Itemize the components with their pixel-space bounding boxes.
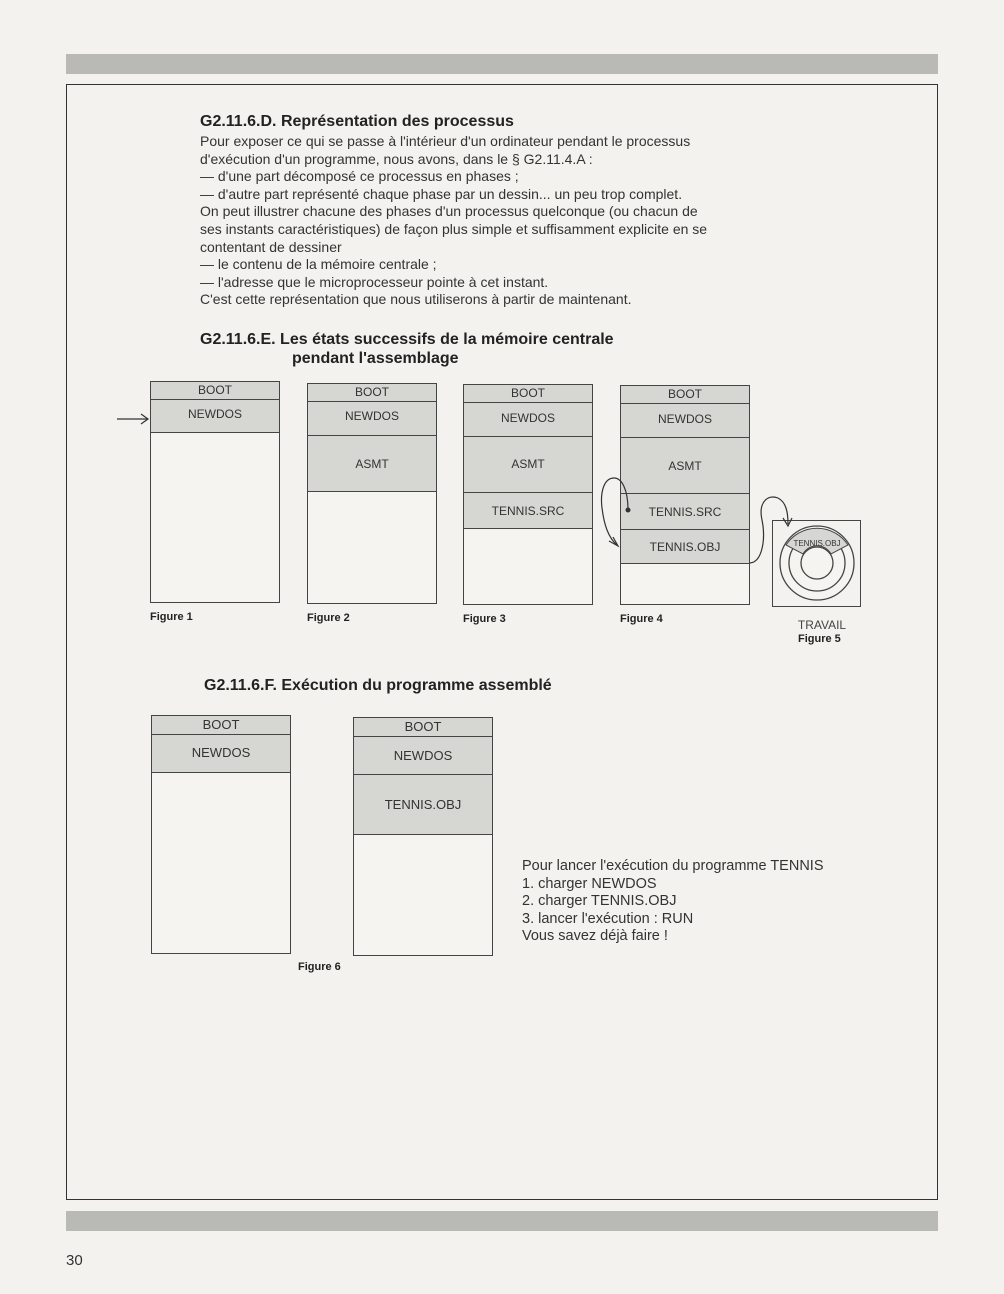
figure-2-caption: Figure 2 bbox=[307, 612, 350, 624]
tennis-src-segment: TENNIS.SRC bbox=[621, 494, 749, 530]
disk-label: TENNIS.OBJ bbox=[793, 539, 841, 548]
conversion-arrow-icon bbox=[602, 478, 631, 546]
boot-segment: BOOT bbox=[621, 386, 749, 404]
pointer-arrow-icon bbox=[117, 414, 148, 424]
paragraph-line: — d'une part décomposé ce processus en phases ; bbox=[200, 168, 519, 185]
boot-segment: BOOT bbox=[152, 716, 290, 735]
note-line: Pour lancer l'exécution du programme TENNIS bbox=[522, 858, 824, 874]
figure-6-caption: Figure 6 bbox=[298, 961, 341, 973]
asmt-segment: ASMT bbox=[464, 437, 592, 493]
travail-label: TRAVAIL bbox=[797, 618, 847, 632]
figure-4-caption: Figure 4 bbox=[620, 613, 663, 625]
boot-segment: BOOT bbox=[308, 384, 436, 402]
section-e-title: G2.11.6.E. Les états successifs de la mémoire centrale bbox=[200, 331, 614, 348]
section-d-title: G2.11.6.D. Représentation des processus bbox=[200, 113, 514, 130]
note-line: 1. charger NEWDOS bbox=[522, 875, 657, 892]
newdos-segment: NEWDOS bbox=[152, 735, 290, 773]
note-line: Vous savez déjà faire ! bbox=[522, 928, 668, 945]
page-number: 30 bbox=[66, 1252, 83, 1269]
figure-1-caption: Figure 1 bbox=[150, 611, 193, 623]
tennis-obj-segment: TENNIS.OBJ bbox=[354, 775, 492, 835]
paragraph-line: — le contenu de la mémoire centrale ; bbox=[200, 256, 437, 273]
note-line: 2. charger TENNIS.OBJ bbox=[522, 893, 677, 910]
figure-5-caption: Figure 5 bbox=[798, 633, 841, 645]
newdos-segment: NEWDOS bbox=[354, 737, 492, 775]
newdos-segment: NEWDOS bbox=[151, 400, 279, 433]
figure-3-caption: Figure 3 bbox=[463, 613, 506, 625]
note-line: 3. lancer l'exécution : RUN bbox=[522, 910, 694, 927]
paragraph-line: On peut illustrer chacune des phases d'un processus quelconque (ou chacun de bbox=[200, 203, 698, 220]
newdos-segment: NEWDOS bbox=[308, 402, 436, 436]
paragraph-line: ses instants caractéristiques) de façon plus simple et suffisamment explicite en se bbox=[200, 220, 708, 237]
boot-segment: BOOT bbox=[354, 718, 492, 737]
figure-6-memory-right bbox=[353, 717, 493, 956]
execution-note bbox=[522, 858, 824, 946]
paragraph-line: Pour exposer ce qui se passe à l'intérieur d'un ordinateur pendant le processus bbox=[200, 133, 691, 149]
newdos-segment: NEWDOS bbox=[621, 404, 749, 438]
section-f-title: G2.11.6.F. Exécution du programme assemblé bbox=[204, 677, 552, 694]
boot-segment: BOOT bbox=[151, 382, 279, 400]
newdos-segment: NEWDOS bbox=[464, 403, 592, 437]
asmt-segment: ASMT bbox=[308, 436, 436, 492]
paragraph-line: — l'adresse que le microprocesseur pointe à cet instant. bbox=[200, 273, 549, 290]
asmt-segment: ASMT bbox=[621, 438, 749, 494]
paragraph-line: d'exécution d'un programme, nous avons, dans le § G2.11.4.A : bbox=[200, 150, 593, 167]
section-e-title-line2: pendant l'assemblage bbox=[292, 350, 459, 367]
paragraph-line: C'est cette représentation que nous utiliserons à partir de maintenant. bbox=[200, 291, 632, 308]
paragraph-line: — d'autre part représenté chaque phase par un dessin... un peu trop complet. bbox=[200, 185, 683, 202]
boot-segment: BOOT bbox=[464, 385, 592, 403]
disk-icon bbox=[780, 526, 854, 600]
paragraph-line: contentant de dessiner bbox=[200, 238, 342, 255]
tennis-src-segment: TENNIS.SRC bbox=[464, 493, 592, 529]
figure-6-memory-left bbox=[151, 715, 291, 954]
tennis-obj-segment: TENNIS.OBJ bbox=[621, 530, 749, 564]
